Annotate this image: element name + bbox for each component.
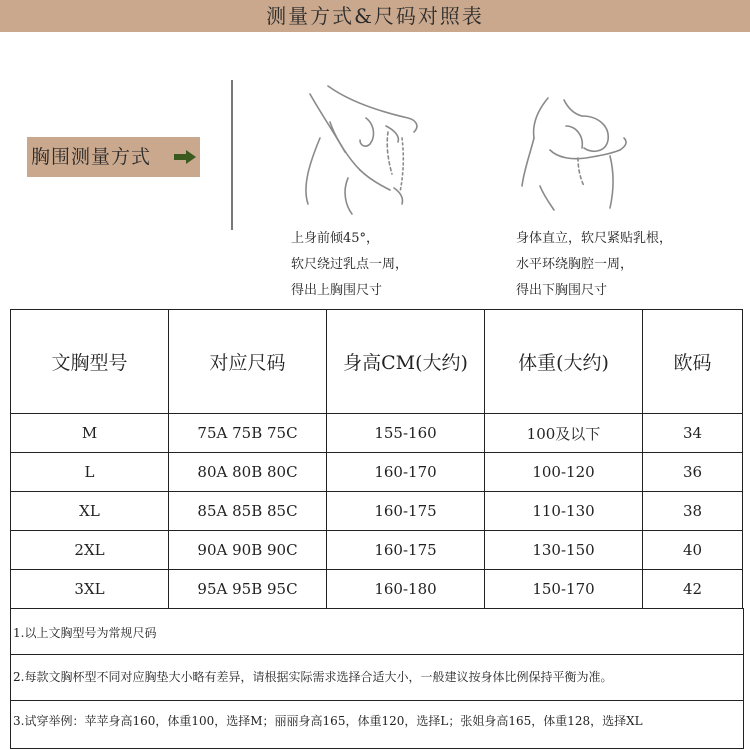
cell-eu-size: 42	[643, 570, 743, 609]
caption-left-line: 得出上胸围尺寸	[291, 283, 383, 298]
cell-size: 80A 80B 80C	[169, 453, 327, 492]
cell-height: 155-160	[327, 414, 485, 453]
table-row	[11, 453, 743, 492]
cell-bra-size: XL	[11, 492, 169, 531]
header-cell-bra-size: 文胸型号	[11, 310, 169, 414]
note-divider	[11, 700, 743, 701]
standing-figure	[510, 96, 640, 216]
header-cell-size: 对应尺码	[169, 310, 327, 414]
caption-right-line: 水平环绕胸腔一周，	[516, 257, 634, 272]
measure-method-text: 胸围测量方式	[31, 146, 152, 168]
divider-line	[231, 80, 233, 230]
notes-box	[10, 608, 744, 749]
header-cell-height: 身高CM(大约)	[327, 310, 485, 414]
cell-bra-size: 3XL	[11, 570, 169, 609]
cell-bra-size: M	[11, 414, 169, 453]
note-3: 3.试穿举例：苹苹身高160，体重100，选择M；丽丽身高165，体重120，选择L；张姐身高165，体重128，选择XL	[13, 714, 643, 728]
caption-right-line: 身体直立，软尺紧贴乳根，	[516, 231, 673, 246]
table-row	[11, 492, 743, 531]
header-cell-eu-size: 欧码	[643, 310, 743, 414]
table-row	[11, 570, 743, 609]
cell-bra-size: 2XL	[11, 531, 169, 570]
note-divider	[11, 654, 743, 655]
caption-right-line: 得出下胸围尺寸	[516, 283, 608, 298]
cell-height: 160-175	[327, 492, 485, 531]
cell-weight: 130-150	[485, 531, 643, 570]
header-cell-weight: 体重(大约)	[485, 310, 643, 414]
size-chart-table	[10, 309, 743, 609]
table-row	[11, 531, 743, 570]
cell-weight: 110-130	[485, 492, 643, 531]
caption-left-line: 上身前倾45°，	[291, 231, 380, 246]
right-arrow-icon	[174, 150, 196, 164]
cell-weight: 150-170	[485, 570, 643, 609]
header-banner	[0, 0, 750, 32]
cell-height: 160-180	[327, 570, 485, 609]
lean-forward-figure	[290, 82, 440, 222]
caption-left	[291, 226, 408, 304]
page-title: 测量方式&尺码对照表	[266, 4, 484, 28]
cell-weight: 100-120	[485, 453, 643, 492]
cell-size: 75A 75B 75C	[169, 414, 327, 453]
caption-right	[516, 226, 672, 304]
table-header-row	[11, 310, 743, 414]
cell-weight: 100及以下	[485, 414, 643, 453]
cell-size: 95A 95B 95C	[169, 570, 327, 609]
cell-eu-size: 38	[643, 492, 743, 531]
table-row	[11, 414, 743, 453]
cell-height: 160-170	[327, 453, 485, 492]
cell-eu-size: 40	[643, 531, 743, 570]
note-1: 1.以上文胸型号为常规尺码	[13, 626, 157, 640]
cell-bra-size: L	[11, 453, 169, 492]
cell-height: 160-175	[327, 531, 485, 570]
cell-eu-size: 34	[643, 414, 743, 453]
caption-left-line: 软尺绕过乳点一周，	[291, 257, 409, 272]
cell-eu-size: 36	[643, 453, 743, 492]
note-2: 2.每款文胸杯型不同对应胸垫大小略有差异，请根据实际需求选择合适大小，一般建议按身体比例保持平衡为准。	[13, 670, 613, 684]
cell-size: 90A 90B 90C	[169, 531, 327, 570]
cell-size: 85A 85B 85C	[169, 492, 327, 531]
